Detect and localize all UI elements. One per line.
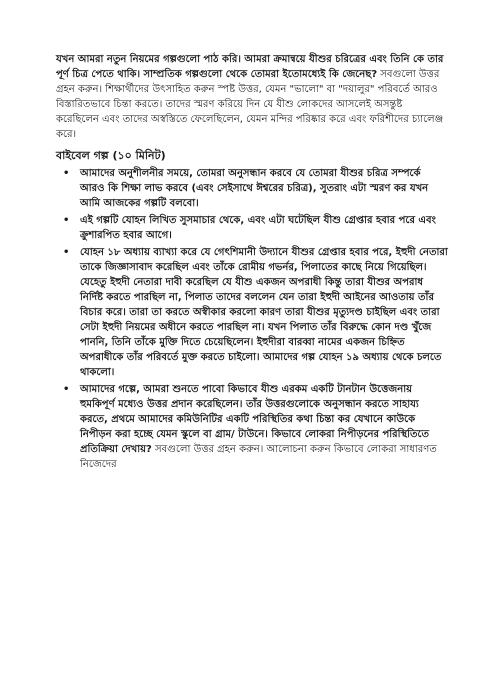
bullet-icon: • xyxy=(63,247,70,258)
bullet-icon: • xyxy=(63,168,70,179)
bullet-list xyxy=(56,166,448,472)
list-item-bold-text: যোহন ১৮ অধ্যায় ব্যাখ্যা করে যে গেৎশিমানী উদ্যানে যীশুর গ্রেপ্তার হবার পরে, ইহুদী নেতারা তাকে জিজ্ঞাসাবাদ করেছিল এবং তাঁকে রোমীয় গভর্নর, পিলাতের কাছে নিয়ে গিয়েছিল। যেহেতু ইহুদী নেতারা দাবী করেছিল যে যীশু একজন অপরাধী কিন্তু তারা যীশুর অপরাধ নির্দিষ্ট করতে পারছিল না, পিলাত তাদের বললেন যেন তারা ইহুদী আইনের আওতায় তাঁর বিচার করে। তারা তা করতে অস্বীকার করলো কারণ তারা যীশুর মৃত্যুদণ্ড চাইছিল এবং তারা সেটা ইহুদী নিয়মের অধীনে করতে পারছিল না। যখন পিলাত তাঁর বিরুদ্ধে কোন দণ্ড খুঁজে পাননি, তিনি তাঁকে মুক্তি দিতে চেয়েছিলেন। ইহুদীরা বারব্বা নামের একজন চিহ্নিত অপরাধীকে তাঁর পরিবর্তে মুক্ত করতে চাইলো। আমাদের গল্প যোহন ১৯ অধ্যায় থেকে চলতে থাকলো। xyxy=(80,247,448,378)
list-item-bold-text: আমাদের অনুশীলনীর সময়ে, তোমরা অনুসন্ধান করবে যে তোমরা যীশুর চরিত্র সম্পর্কে আরও কি শিক্ষা লাভ করবে (এবং সেইসাথে ঈশ্বরের চরিত্র), সুতরাং এটা স্মরণ কর যখন আমি আজকের গল্পটি বলবো। xyxy=(80,168,429,209)
list-item-bold-text: এই গল্পটি যোহন লিখিত সুসমাচার থেকে, এবং এটা ঘটেছিল যীশু গ্রেপ্তার হবার পরে এবং ক্রুশারপিত হবার আগে। xyxy=(80,215,436,241)
bullet-icon: • xyxy=(63,215,70,226)
list-item xyxy=(56,245,448,380)
list-item xyxy=(56,166,448,211)
intro-normal-text: সবগুলো উত্তর গ্রহন করুন। শিক্ষার্থীদের উৎসাহিত করুন স্পষ্ট উত্তর, যেমন "ভালো" বা "দয়ালুর" পরিবর্তে আরও বিস্তারিতভাবে চিন্তা করতে। তাদের স্মরণ করিয়ে দিন যে যীশু লোকদের আসলেই অসন্তুষ্ট করেছিলেন এবং তাদের অস্বস্তিতে ফেলেছিলেন, যেমন মন্দির পরিষ্কার করে এবং ফরিশীদের চ্যালেঞ্জ করে। xyxy=(56,69,444,140)
bullet-icon: • xyxy=(63,384,70,395)
intro-paragraph xyxy=(56,52,448,142)
list-item xyxy=(56,382,448,472)
list-item-bold-text: আমাদের গল্পে, আমরা শুনতে পাবো কিভাবে যীশু এরকম একটি টানটান উত্তেজনায় হুমকিপূর্ণ মধ্যেও উত্তর প্রদান করেছিলেন। তাঁর উত্তরগুলোকে অনুসন্ধান করতে সাহায্য করতে, প্রথমে আমাদের কমিউনিটির একটি পরিস্থিতির কথা চিন্তা কর যেখানে কাউকে নিপীড়ন করা হচ্ছে যেমন স্কুলে বা গ্রাম/ টাউনে। কিভাবে লোকরা নিপীড়নের পরিস্থিতিতে প্রতিক্রিয়া দেখায়? xyxy=(80,384,430,455)
document-page xyxy=(56,52,448,474)
intro-bold-text: যখন আমরা নতুন নিয়মের গল্পগুলো পাঠ করি। আমরা ক্রমান্বয়ে যীশুর চরিত্রের এবং তিনি কে তার পূর্ণ চিত্র পেতে থাকি। সাম্প্রতিক গল্পগুলো থেকে তোমরা ইতোমধ্যেই কি জেনেছ? xyxy=(56,54,444,80)
list-item-normal-text: সবগুলো উত্তর গ্রহন করুন। আলোচনা করুন কিভাবে লোকরা সাধারণত নিজেদের xyxy=(80,444,437,470)
section-heading: বাইবেল গল্প (১০ মিনিট) xyxy=(56,149,166,162)
list-item xyxy=(56,213,448,243)
